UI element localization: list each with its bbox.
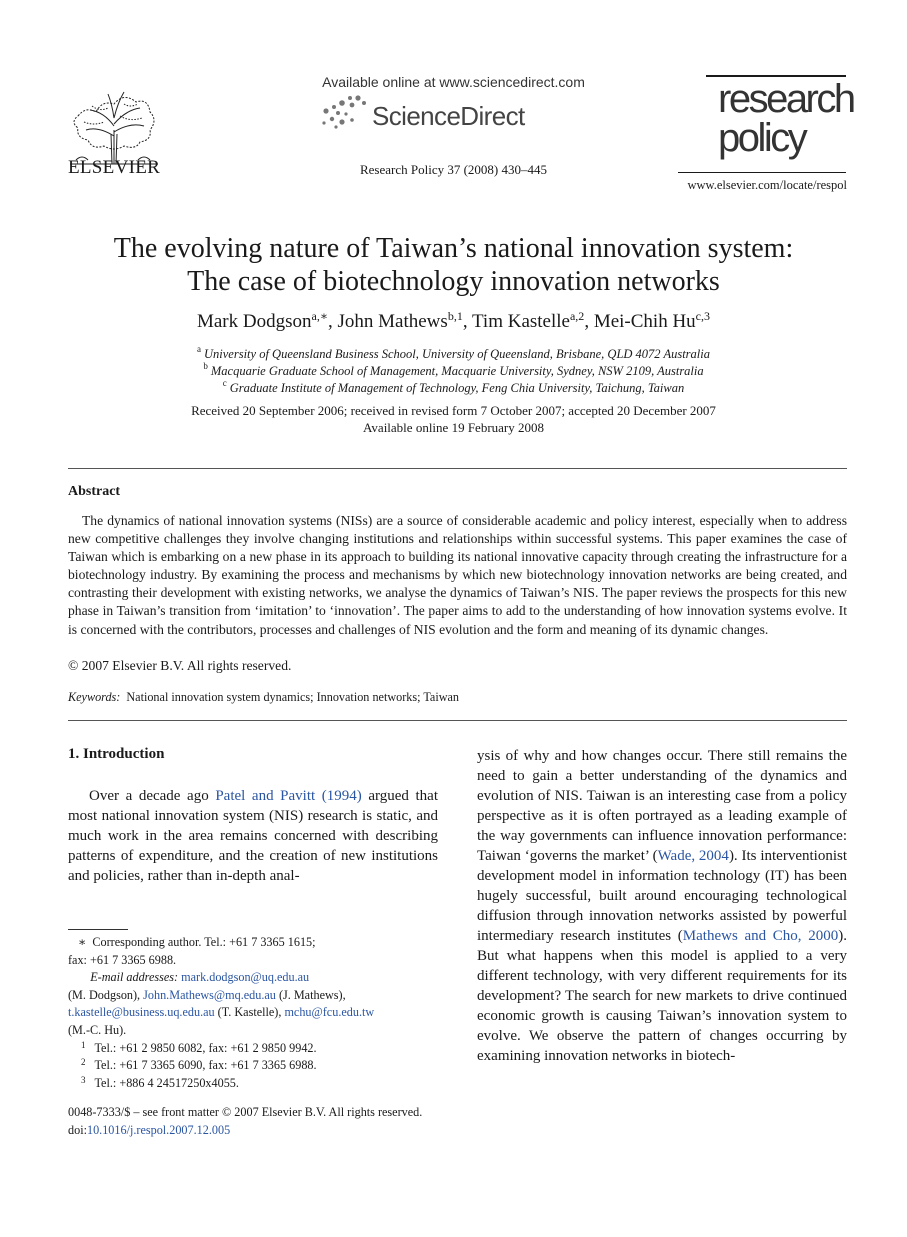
author-list	[0, 311, 907, 333]
citation-link[interactable]: Wade, 2004	[657, 848, 729, 864]
sciencedirect-dots-icon	[318, 94, 370, 130]
keywords	[68, 690, 459, 705]
email-link[interactable]: t.kastelle@business.uq.edu.au	[68, 1005, 215, 1020]
footnote-mark: ∗	[78, 935, 87, 949]
abstract-copyright: © 2007 Elsevier B.V. All rights reserved.	[68, 658, 292, 673]
email-owner: (J. Mathews),	[278, 987, 346, 1002]
footnote-mark: 2	[81, 1057, 86, 1068]
footnote-text: Tel.: +886 4 24517250x4055.	[94, 1075, 239, 1090]
footnotes	[68, 934, 438, 1092]
divider	[68, 468, 847, 469]
doi-label: doi:	[68, 1122, 87, 1137]
footnote-numbered	[68, 1040, 438, 1058]
doi-link[interactable]: 10.1016/j.respol.2007.12.005	[86, 1122, 231, 1137]
keywords-label: Keywords:	[68, 690, 121, 704]
footnote-text: Tel.: +61 2 9850 6082, fax: +61 2 9850 9942.	[94, 1040, 317, 1055]
footnote-emails	[68, 969, 438, 987]
author-name[interactable]: John Mathews	[337, 311, 448, 332]
citation-link[interactable]: Patel and Pavitt (1994)	[215, 788, 362, 804]
email-link[interactable]: mark.dodgson@uq.edu.au	[181, 970, 310, 985]
title-line-1: The evolving nature of Taiwan’s national innovation system:	[113, 233, 794, 264]
affiliation	[0, 378, 907, 396]
abstract-body	[68, 512, 847, 639]
journal-logo-research: research	[718, 77, 854, 121]
author-name[interactable]: Mark Dodgson	[196, 311, 312, 332]
intro-text: argued that most national innovation system (NIS) research is static, and much work in the area remains concerned with describing patterns of expenditure, and the creation of new institutions and policies, rather than in-depth anal-	[68, 788, 438, 884]
body-column-right	[477, 746, 847, 1066]
affiliation-mark: c	[222, 378, 227, 388]
available-online-text: Available online at www.sciencedirect.com	[322, 74, 585, 90]
author-name[interactable]: Mei-Chih Hu	[593, 311, 696, 332]
body-column-left	[68, 786, 438, 886]
divider	[68, 720, 847, 721]
intro-text: ). Its interventionist development model in information technology (IT) has been hugely successful, built around encouraging technological diffusion through innovation networks assisted by powerful intermediary research institutes (	[477, 848, 847, 944]
intro-paragraph-cont	[477, 746, 847, 1066]
email-owner: (T. Kastelle),	[217, 1005, 282, 1020]
elsevier-logo-text: ELSEVIER	[68, 157, 161, 178]
affiliation-mark: a	[197, 344, 201, 354]
author-name[interactable]: Tim Kastelle	[471, 311, 570, 332]
affiliation	[0, 361, 907, 379]
email-label: E-mail addresses:	[90, 970, 179, 985]
sciencedirect-logo-text: ScienceDirect	[372, 101, 525, 131]
footnote-text: Corresponding author. Tel.: +61 7 3365 1615;	[92, 935, 316, 949]
section-heading-introduction: 1. Introduction	[68, 746, 165, 762]
affiliation-text: University of Queensland Business School, University of Queensland, Brisbane, QLD 4072 Australia	[204, 347, 710, 361]
footnote-emails-cont	[68, 987, 438, 1005]
email-owner: (M. Dodgson),	[68, 987, 141, 1002]
front-matter	[68, 1104, 422, 1139]
citation-link[interactable]: Mathews and Cho, 2000	[682, 928, 839, 944]
affiliation-text: Graduate Institute of Management of Technology, Feng Chia University, Taichung, Taiwan	[229, 381, 685, 395]
available-online-date: Available online 19 February 2008	[363, 420, 544, 435]
footnote-mark: 1	[81, 1039, 86, 1050]
footnote-text: Tel.: +61 7 3365 6090, fax: +61 7 3365 6988.	[94, 1058, 317, 1073]
journal-logo-rule-bottom	[678, 172, 846, 173]
journal-reference: Research Policy 37 (2008) 430–445	[359, 162, 548, 177]
affiliation-mark: b	[203, 361, 208, 371]
footnote-numbered	[68, 1075, 438, 1093]
intro-text: ). But what happens when this model is applied to a very different technology, with very different requirements for its development? The search for new markets to drive continued economic growth is causing Taiwan’s innovation system to evolve. We observe the pattern of changes occurring by examining innovation networks in biotech-	[477, 928, 847, 1064]
footnote-corresponding	[68, 934, 438, 952]
received-dates: Received 20 September 2006; received in revised form 7 October 2007; accepted 20 December 2007	[191, 403, 716, 418]
intro-text: Over a decade ago	[89, 788, 216, 804]
author-affil-mark[interactable]: c,3	[695, 309, 710, 323]
author-separator: ,	[584, 311, 594, 332]
author-affil-mark[interactable]: a,2	[569, 309, 585, 323]
email-owner: (M.-C. Hu).	[68, 1022, 127, 1037]
intro-paragraph	[68, 786, 438, 886]
footnote-mark: 3	[81, 1074, 86, 1085]
journal-url[interactable]: www.elsevier.com/locate/respol	[687, 178, 847, 192]
abstract-heading: Abstract	[68, 484, 121, 499]
article-title	[60, 232, 847, 298]
intro-text: ysis of why and how changes occur. There still remains the need to gain a better understanding of the dynamics and evolution of NIS. Taiwan is an interesting case from a policy perspective as it is often portrayed as a leading example of the way governments can influence innovation performance: Taiwan ‘governs the market’ (	[477, 748, 847, 864]
author-affil-mark[interactable]: b,1	[447, 309, 463, 323]
title-line-2: The case of biotechnology innovation networks	[187, 266, 720, 297]
issn-line: 0048-7333/$ – see front matter © 2007 Elsevier B.V. All rights reserved.	[68, 1105, 423, 1119]
doi-line	[68, 1122, 422, 1140]
keywords-list: National innovation system dynamics; Innovation networks; Taiwan	[126, 690, 460, 704]
abstract-text: The dynamics of national innovation systems (NISs) are a source of considerable academic and policy interest, especially when to address new competitive challenges they involve changing institutions and relationships within successful systems. This paper examines the case of Taiwan which is embarking on a new phase in its approach to building its national innovative capacity through creating the infrastructure for a biotechnology industry. By examining the process and mechanisms by which new biotechnology innovation networks are being created, and contrasting their development with existing networks, we analyse the dynamics of Taiwan’s NIS. The paper reviews the prospects for this new phase in Taiwan’s transition from ‘imitation’ to ‘innovation’. The paper aims to add to the understanding of how innovation systems evolve. It is concerned with the contributors, processes and challenges of NIS evolution and the form and meaning of its dynamic changes.	[68, 513, 847, 637]
author-separator: ,	[328, 311, 338, 332]
footnote-fax: fax: +61 7 3365 6988.	[68, 952, 177, 967]
affiliation-text: Macquarie Graduate School of Management, Macquarie University, Sydney, NSW 2109, Australia	[210, 364, 704, 378]
author-separator: ,	[462, 311, 472, 332]
footnote-numbered	[68, 1057, 438, 1075]
affiliation	[0, 344, 907, 362]
footnote-emails-cont	[68, 1004, 438, 1022]
journal-logo-policy: policy	[718, 116, 806, 160]
email-link[interactable]: John.Mathews@mq.edu.au	[143, 987, 276, 1002]
author-affil-mark[interactable]: a,∗	[311, 309, 328, 323]
email-link[interactable]: mchu@fcu.edu.tw	[284, 1005, 375, 1020]
footnote-rule	[68, 929, 128, 930]
